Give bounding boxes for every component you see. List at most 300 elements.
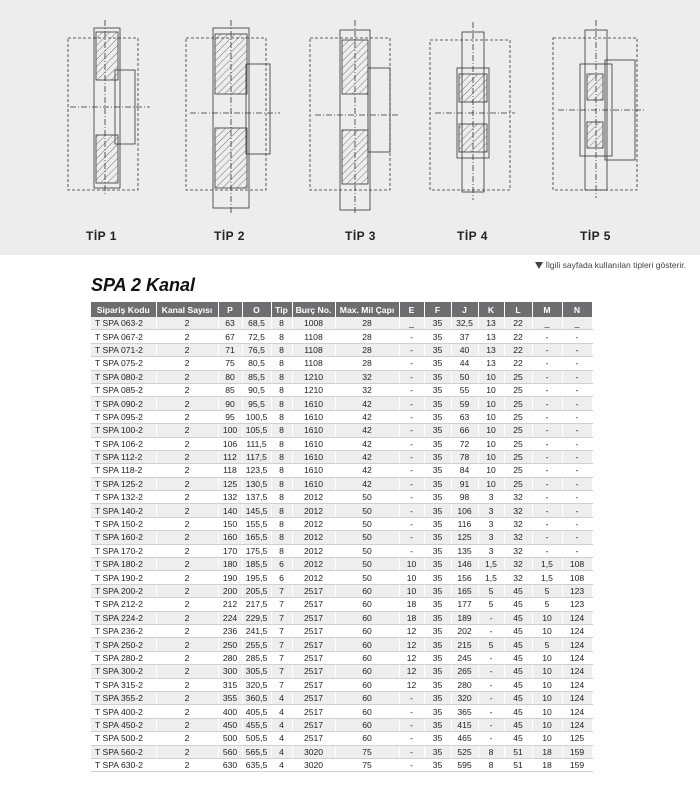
table-cell: T SPA 095-2: [91, 410, 156, 423]
table-cell: 60: [335, 718, 399, 731]
table-cell: T SPA 630-2: [91, 758, 156, 771]
table-cell: 165: [451, 584, 478, 597]
table-cell: 130,5: [242, 477, 271, 490]
table-cell: 76,5: [242, 343, 271, 356]
table-cell: 10: [399, 571, 424, 584]
table-cell: -: [562, 397, 592, 410]
table-cell: -: [532, 450, 562, 463]
column-header: N: [562, 302, 592, 317]
table-cell: 4: [271, 745, 292, 758]
table-cell: 10: [532, 678, 562, 691]
table-cell: 90,5: [242, 383, 271, 396]
table-cell: 1,5: [478, 571, 504, 584]
table-cell: -: [399, 732, 424, 745]
table-cell: 255,5: [242, 638, 271, 651]
table-cell: -: [399, 437, 424, 450]
table-cell: 8: [271, 450, 292, 463]
table-cell: 7: [271, 665, 292, 678]
table-cell: 111,5: [242, 437, 271, 450]
table-cell: 2: [156, 317, 218, 330]
table-row: [91, 464, 592, 477]
table-cell: T SPA 236-2: [91, 624, 156, 637]
table-cell: 123: [562, 584, 592, 597]
table-cell: 50: [335, 544, 399, 557]
table-cell: 108: [562, 571, 592, 584]
type-1-label: TİP 1: [86, 229, 117, 243]
table-cell: 35: [424, 558, 451, 571]
table-cell: 13: [478, 357, 504, 370]
table-cell: 35: [424, 758, 451, 771]
table-cell: T SPA 067-2: [91, 330, 156, 343]
table-cell: -: [562, 544, 592, 557]
table-cell: T SPA 212-2: [91, 598, 156, 611]
table-cell: T SPA 132-2: [91, 491, 156, 504]
table-cell: -: [399, 370, 424, 383]
table-cell: 2: [156, 598, 218, 611]
table-cell: -: [532, 357, 562, 370]
table-cell: 90: [218, 397, 242, 410]
table-row: [91, 745, 592, 758]
table-cell: 35: [424, 357, 451, 370]
table-cell: 2: [156, 571, 218, 584]
table-cell: 45: [504, 651, 532, 664]
table-cell: 25: [504, 397, 532, 410]
table-row: [91, 370, 592, 383]
table-cell: 125: [218, 477, 242, 490]
table-cell: 8: [271, 517, 292, 530]
table-cell: 2517: [292, 598, 335, 611]
table-cell: 10: [532, 611, 562, 624]
table-cell: 117,5: [242, 450, 271, 463]
table-cell: T SPA 160-2: [91, 531, 156, 544]
table-cell: 71: [218, 343, 242, 356]
table-cell: 175,5: [242, 544, 271, 557]
table-cell: 150: [218, 517, 242, 530]
table-cell: T SPA 063-2: [91, 317, 156, 330]
table-cell: 2517: [292, 624, 335, 637]
table-cell: 45: [504, 678, 532, 691]
table-cell: 35: [424, 464, 451, 477]
column-header: Sipariş Kodu: [91, 302, 156, 317]
table-cell: 18: [399, 611, 424, 624]
table-cell: 35: [424, 383, 451, 396]
table-cell: -: [562, 464, 592, 477]
table-cell: 25: [504, 477, 532, 490]
table-cell: 44: [451, 357, 478, 370]
table-cell: 84: [451, 464, 478, 477]
table-cell: 35: [424, 437, 451, 450]
table-cell: -: [532, 410, 562, 423]
table-cell: 2: [156, 691, 218, 704]
table-cell: 5: [478, 638, 504, 651]
table-cell: -: [478, 732, 504, 745]
table-cell: -: [562, 437, 592, 450]
table-cell: 5: [478, 598, 504, 611]
table-cell: 32: [335, 370, 399, 383]
table-cell: -: [562, 357, 592, 370]
table-cell: 124: [562, 678, 592, 691]
table-cell: 160: [218, 531, 242, 544]
table-cell: 2: [156, 732, 218, 745]
table-cell: 7: [271, 638, 292, 651]
table-cell: 360,5: [242, 691, 271, 704]
table-cell: 1108: [292, 330, 335, 343]
table-cell: 60: [335, 611, 399, 624]
table-row: [91, 611, 592, 624]
table-cell: 28: [335, 343, 399, 356]
down-triangle-icon: [535, 262, 543, 269]
table-cell: 42: [335, 437, 399, 450]
table-cell: 635,5: [242, 758, 271, 771]
pulley-type-5-drawing: [553, 20, 645, 198]
table-cell: 245: [451, 651, 478, 664]
table-cell: 32: [504, 531, 532, 544]
table-cell: T SPA 560-2: [91, 745, 156, 758]
table-cell: 2: [156, 504, 218, 517]
table-cell: 4: [271, 691, 292, 704]
table-cell: T SPA 224-2: [91, 611, 156, 624]
table-cell: 2: [156, 718, 218, 731]
table-cell: -: [562, 370, 592, 383]
table-cell: -: [399, 330, 424, 343]
table-cell: 75: [335, 745, 399, 758]
table-cell: 50: [335, 571, 399, 584]
table-cell: 7: [271, 598, 292, 611]
section-title: SPA 2 Kanal: [91, 275, 196, 295]
table-cell: 35: [424, 584, 451, 597]
table-cell: -: [532, 464, 562, 477]
table-cell: 106: [218, 437, 242, 450]
table-cell: -: [399, 357, 424, 370]
table-cell: 51: [504, 745, 532, 758]
table-cell: T SPA 150-2: [91, 517, 156, 530]
table-cell: 124: [562, 611, 592, 624]
table-cell: 285,5: [242, 651, 271, 664]
table-row: [91, 383, 592, 396]
table-cell: 1108: [292, 357, 335, 370]
table-cell: -: [399, 705, 424, 718]
table-row: [91, 397, 592, 410]
table-cell: T SPA 170-2: [91, 544, 156, 557]
table-cell: -: [399, 397, 424, 410]
table-cell: 35: [424, 611, 451, 624]
type-3-label: TİP 3: [345, 229, 376, 243]
table-row: [91, 718, 592, 731]
table-cell: 3020: [292, 745, 335, 758]
table-cell: 35: [424, 531, 451, 544]
table-cell: 2517: [292, 691, 335, 704]
table-cell: -: [399, 477, 424, 490]
table-cell: 106: [451, 504, 478, 517]
table-cell: 4: [271, 705, 292, 718]
table-cell: -: [562, 424, 592, 437]
table-cell: -: [399, 718, 424, 731]
table-cell: 35: [424, 330, 451, 343]
column-header: O: [242, 302, 271, 317]
table-cell: 1210: [292, 370, 335, 383]
table-row: [91, 598, 592, 611]
table-cell: -: [532, 370, 562, 383]
table-cell: 35: [424, 544, 451, 557]
table-cell: 8: [271, 397, 292, 410]
table-cell: 60: [335, 691, 399, 704]
table-cell: 18: [532, 745, 562, 758]
column-header: Kanal Sayısı: [156, 302, 218, 317]
table-cell: -: [399, 383, 424, 396]
table-cell: 1610: [292, 410, 335, 423]
table-cell: _: [532, 317, 562, 330]
table-cell: 60: [335, 624, 399, 637]
table-cell: _: [399, 317, 424, 330]
table-cell: 2012: [292, 504, 335, 517]
table-cell: 3: [478, 504, 504, 517]
table-cell: 35: [424, 343, 451, 356]
table-cell: 60: [335, 732, 399, 745]
table-cell: 565,5: [242, 745, 271, 758]
table-cell: 13: [478, 330, 504, 343]
table-cell: 2: [156, 410, 218, 423]
table-cell: 195,5: [242, 571, 271, 584]
table-cell: -: [532, 437, 562, 450]
table-cell: 35: [424, 745, 451, 758]
table-cell: 75: [335, 758, 399, 771]
table-row: [91, 517, 592, 530]
table-cell: 35: [424, 718, 451, 731]
table-cell: -: [532, 424, 562, 437]
types-note: [535, 260, 686, 270]
table-cell: 72: [451, 437, 478, 450]
table-cell: 42: [335, 450, 399, 463]
table-cell: 50: [335, 491, 399, 504]
table-cell: 68,5: [242, 317, 271, 330]
table-cell: 2: [156, 491, 218, 504]
table-cell: 320,5: [242, 678, 271, 691]
table-cell: 200: [218, 584, 242, 597]
table-row: [91, 705, 592, 718]
table-cell: 5: [532, 598, 562, 611]
table-cell: -: [532, 544, 562, 557]
table-cell: 1,5: [478, 558, 504, 571]
table-cell: 78: [451, 450, 478, 463]
column-header: Max. Mil Çapı: [335, 302, 399, 317]
table-row: [91, 638, 592, 651]
table-cell: 25: [504, 437, 532, 450]
table-cell: 13: [478, 343, 504, 356]
table-cell: 12: [399, 638, 424, 651]
table-cell: 125: [562, 732, 592, 745]
table-cell: 40: [451, 343, 478, 356]
table-cell: -: [478, 691, 504, 704]
table-cell: -: [478, 624, 504, 637]
table-cell: -: [478, 665, 504, 678]
table-cell: 8: [271, 464, 292, 477]
table-cell: 32: [504, 544, 532, 557]
table-cell: 8: [271, 317, 292, 330]
table-cell: 300: [218, 665, 242, 678]
table-cell: 67: [218, 330, 242, 343]
table-cell: 123,5: [242, 464, 271, 477]
table-cell: T SPA 280-2: [91, 651, 156, 664]
table-cell: -: [562, 330, 592, 343]
column-header: J: [451, 302, 478, 317]
table-cell: 66: [451, 424, 478, 437]
table-cell: -: [562, 450, 592, 463]
table-cell: -: [562, 383, 592, 396]
table-cell: 45: [504, 638, 532, 651]
table-cell: -: [532, 330, 562, 343]
table-cell: 224: [218, 611, 242, 624]
table-cell: 315: [218, 678, 242, 691]
table-cell: 3: [478, 544, 504, 557]
table-cell: -: [399, 544, 424, 557]
table-cell: -: [562, 410, 592, 423]
table-cell: T SPA 315-2: [91, 678, 156, 691]
column-header: L: [504, 302, 532, 317]
table-cell: 124: [562, 718, 592, 731]
table-cell: 108: [562, 558, 592, 571]
table-cell: -: [532, 531, 562, 544]
table-cell: 8: [271, 410, 292, 423]
table-cell: 63: [218, 317, 242, 330]
table-cell: 37: [451, 330, 478, 343]
type-4-label: TİP 4: [457, 229, 488, 243]
table-cell: 85,5: [242, 370, 271, 383]
table-cell: 45: [504, 598, 532, 611]
table-cell: T SPA 180-2: [91, 558, 156, 571]
table-cell: 2012: [292, 544, 335, 557]
table-cell: 105,5: [242, 424, 271, 437]
table-cell: 25: [504, 450, 532, 463]
table-cell: 100,5: [242, 410, 271, 423]
table-cell: 630: [218, 758, 242, 771]
table-cell: 8: [271, 477, 292, 490]
table-cell: 22: [504, 317, 532, 330]
table-cell: -: [562, 517, 592, 530]
table-cell: 13: [478, 317, 504, 330]
table-cell: -: [399, 531, 424, 544]
column-header: K: [478, 302, 504, 317]
table-cell: 10: [399, 584, 424, 597]
table-cell: 8: [271, 343, 292, 356]
table-cell: 8: [271, 504, 292, 517]
table-cell: 59: [451, 397, 478, 410]
pulley-type-1-drawing: [68, 20, 150, 195]
table-cell: 2517: [292, 732, 335, 745]
table-cell: 8: [478, 745, 504, 758]
table-row: [91, 437, 592, 450]
table-cell: 2517: [292, 651, 335, 664]
table-cell: 4: [271, 758, 292, 771]
table-cell: 1610: [292, 477, 335, 490]
table-cell: 5: [532, 638, 562, 651]
table-cell: 35: [424, 477, 451, 490]
table-cell: 42: [335, 397, 399, 410]
table-cell: 10: [478, 383, 504, 396]
table-cell: -: [532, 383, 562, 396]
table-row: [91, 691, 592, 704]
table-cell: 2012: [292, 491, 335, 504]
table-cell: -: [562, 491, 592, 504]
table-cell: 1610: [292, 424, 335, 437]
table-cell: -: [478, 718, 504, 731]
table-cell: 156: [451, 571, 478, 584]
table-cell: 135: [451, 544, 478, 557]
table-cell: T SPA 106-2: [91, 437, 156, 450]
table-cell: 212: [218, 598, 242, 611]
table-cell: 2517: [292, 584, 335, 597]
table-cell: -: [399, 343, 424, 356]
table-row: [91, 651, 592, 664]
table-cell: 50: [335, 517, 399, 530]
table-cell: 91: [451, 477, 478, 490]
column-header: F: [424, 302, 451, 317]
table-cell: 10: [532, 705, 562, 718]
table-cell: 35: [424, 678, 451, 691]
table-cell: 2517: [292, 718, 335, 731]
table-cell: 2: [156, 330, 218, 343]
table-cell: 170: [218, 544, 242, 557]
table-row: [91, 584, 592, 597]
table-cell: 7: [271, 651, 292, 664]
table-cell: 2: [156, 638, 218, 651]
table-cell: 159: [562, 758, 592, 771]
table-cell: 10: [478, 464, 504, 477]
table-cell: -: [399, 410, 424, 423]
table-cell: 1,5: [532, 571, 562, 584]
table-cell: 12: [399, 665, 424, 678]
table-cell: 1108: [292, 343, 335, 356]
table-cell: 236: [218, 624, 242, 637]
table-cell: 35: [424, 370, 451, 383]
table-cell: 185,5: [242, 558, 271, 571]
table-cell: 6: [271, 571, 292, 584]
table-cell: 42: [335, 410, 399, 423]
table-cell: 63: [451, 410, 478, 423]
table-cell: 25: [504, 370, 532, 383]
table-cell: 60: [335, 638, 399, 651]
table-cell: 2517: [292, 665, 335, 678]
table-cell: 100: [218, 424, 242, 437]
table-cell: 12: [399, 651, 424, 664]
table-cell: -: [532, 397, 562, 410]
table-cell: 1210: [292, 383, 335, 396]
table-cell: 2: [156, 705, 218, 718]
table-cell: 10: [478, 477, 504, 490]
table-cell: 7: [271, 678, 292, 691]
table-cell: 95: [218, 410, 242, 423]
table-cell: 2517: [292, 705, 335, 718]
table-cell: 2: [156, 437, 218, 450]
table-cell: 35: [424, 665, 451, 678]
table-cell: 159: [562, 745, 592, 758]
table-cell: 7: [271, 584, 292, 597]
table-row: [91, 665, 592, 678]
table-cell: 145,5: [242, 504, 271, 517]
table-row: [91, 624, 592, 637]
table-cell: 32: [504, 504, 532, 517]
table-cell: 1610: [292, 397, 335, 410]
table-cell: 25: [504, 410, 532, 423]
table-cell: 132: [218, 491, 242, 504]
table-cell: 2: [156, 464, 218, 477]
table-cell: 2: [156, 665, 218, 678]
table-cell: 280: [218, 651, 242, 664]
table-cell: 8: [478, 758, 504, 771]
table-cell: 98: [451, 491, 478, 504]
table-cell: 51: [504, 758, 532, 771]
table-cell: 124: [562, 705, 592, 718]
table-cell: -: [399, 691, 424, 704]
